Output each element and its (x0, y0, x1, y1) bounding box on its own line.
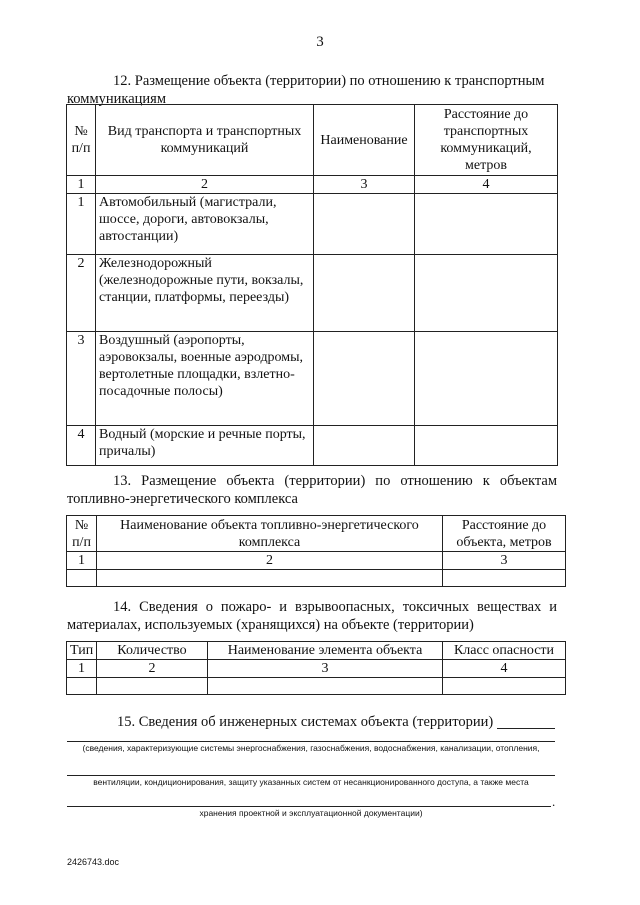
header-hazard-class: Класс опасности (443, 642, 566, 660)
column-number: 1 (67, 552, 97, 570)
table-row (67, 426, 558, 466)
fill-line[interactable] (67, 806, 551, 807)
table-header-row (67, 105, 558, 176)
fill-line[interactable] (497, 728, 555, 729)
table-header-row (67, 516, 566, 552)
column-number-row (67, 660, 566, 678)
header-element-name: Наименование элемента объекта (208, 642, 443, 660)
header-transport-type: Вид транспорта и транспортных коммуникаций (96, 105, 314, 176)
column-number: 1 (67, 660, 97, 678)
hazardous-substances-table (66, 641, 566, 695)
empty-cell[interactable] (443, 570, 566, 587)
header-distance: Расстояние до объекта, метров (443, 516, 566, 552)
header-num: № п/п (67, 105, 96, 176)
end-mark: . (552, 794, 556, 809)
empty-cell[interactable] (67, 678, 97, 695)
table-row (67, 678, 566, 695)
empty-cell[interactable] (443, 678, 566, 695)
header-type: Тип (67, 642, 97, 660)
empty-cell[interactable] (97, 678, 208, 695)
row-distance-cell[interactable] (415, 255, 558, 332)
fill-line[interactable] (67, 741, 555, 742)
column-number: 3 (208, 660, 443, 678)
column-number: 4 (415, 176, 558, 194)
row-transport-type: Автомобильный (магистрали, шоссе, дороги, автовокзалы, автостанции) (96, 194, 314, 255)
empty-cell[interactable] (208, 678, 443, 695)
table-row (67, 194, 558, 255)
row-name-cell[interactable] (314, 426, 415, 466)
file-name-footer: 2426743.doc (67, 857, 120, 867)
column-number: 3 (443, 552, 566, 570)
row-transport-type: Водный (морские и речные порты, причалы) (96, 426, 314, 466)
section-13-heading: 13. Размещение объекта (территории) по отношению к объектам топливно-энергетического комплекса (67, 473, 557, 507)
table-row (67, 570, 566, 587)
header-name: Наименование (314, 105, 415, 176)
empty-cell[interactable] (67, 570, 97, 587)
row-transport-type: Железнодорожный (железнодорожные пути, вокзалы, станции, платформы, переезды) (96, 255, 314, 332)
row-transport-type: Воздушный (аэропорты, аэровокзалы, военные аэродромы, вертолетные площадки, взлетно-посадочные полосы) (96, 332, 314, 426)
field-note: (сведения, характеризующие системы энергоснабжения, газоснабжения, водоснабжения, канализации, отопления, (82, 743, 540, 753)
column-number: 1 (67, 176, 96, 194)
row-num: 4 (67, 426, 96, 466)
row-name-cell[interactable] (314, 255, 415, 332)
fill-line[interactable] (67, 775, 555, 776)
column-number-row (67, 176, 558, 194)
column-number-row (67, 552, 566, 570)
column-number: 4 (443, 660, 566, 678)
table-row (67, 255, 558, 332)
row-num: 2 (67, 255, 96, 332)
row-name-cell[interactable] (314, 332, 415, 426)
empty-cell[interactable] (97, 570, 443, 587)
column-number: 2 (97, 552, 443, 570)
transport-table (66, 104, 558, 466)
row-distance-cell[interactable] (415, 194, 558, 255)
row-num: 3 (67, 332, 96, 426)
header-num: № п/п (67, 516, 97, 552)
row-name-cell[interactable] (314, 194, 415, 255)
table-header-row (67, 642, 566, 660)
field-note: хранения проектной и эксплуатационной документации) (199, 808, 423, 818)
row-distance-cell[interactable] (415, 332, 558, 426)
row-distance-cell[interactable] (415, 426, 558, 466)
page-number: 3 (316, 34, 324, 50)
section-15-heading: 15. Сведения об инженерных системах объекта (территории) (117, 714, 494, 730)
column-number: 2 (96, 176, 314, 194)
fuel-energy-table (66, 515, 566, 587)
column-number: 3 (314, 176, 415, 194)
row-num: 1 (67, 194, 96, 255)
field-note: вентиляции, кондиционирования, защиту указанных систем от несанкционированного доступа, а также места (93, 777, 529, 787)
table-row (67, 332, 558, 426)
header-object-name: Наименование объекта топливно-энергетического комплекса (97, 516, 443, 552)
header-quantity: Количество (97, 642, 208, 660)
section-14-heading: 14. Сведения о пожаро- и взрывоопасных, токсичных веществах и материалах, используемых (хранящихся) на объекте (территории) (67, 599, 557, 633)
section-12-heading: 12. Размещение объекта (территории) по отношению к транспортным коммуникациям (67, 73, 545, 107)
header-distance: Расстояние до транспортных коммуникаций, метров (415, 105, 558, 176)
column-number: 2 (97, 660, 208, 678)
